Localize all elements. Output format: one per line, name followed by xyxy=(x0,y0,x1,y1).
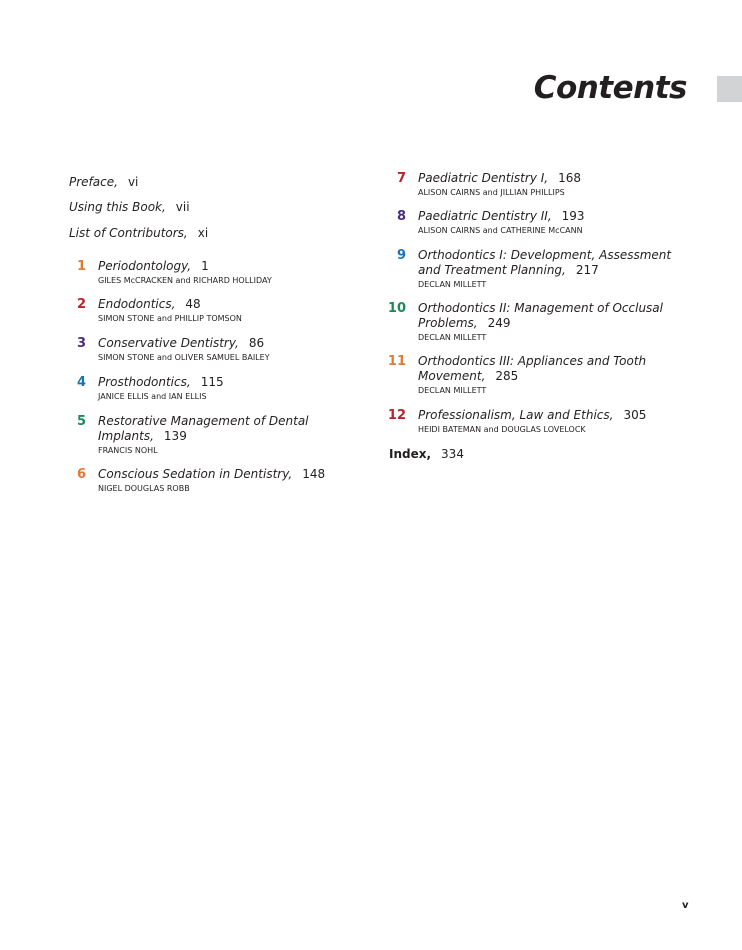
chapter-title xyxy=(98,336,270,351)
chapter-body xyxy=(98,467,325,494)
chapter-number: 11 xyxy=(387,354,406,369)
chapter-title-text-2: and Treatment Planning, xyxy=(418,263,566,277)
chapter-authors: ALISON CAIRNS and JILLIAN PHILLIPS xyxy=(418,188,565,197)
chapter-body xyxy=(418,354,646,396)
chapter-number: 9 xyxy=(396,248,406,263)
chapter-page: 217 xyxy=(575,263,599,277)
chapter-title-text: Orthodontics II: Management of Occlusal xyxy=(418,301,663,315)
chapter-title-text: Endodontics, xyxy=(98,297,176,311)
chapter-authors: DECLAN MILLETT xyxy=(418,280,487,289)
chapter-authors: SIMON STONE and PHILLIP TOMSON xyxy=(98,314,242,323)
chapter-title xyxy=(98,414,309,429)
chapter-title-text: Paediatric Dentistry I, xyxy=(418,171,549,185)
chapter-title-line2 xyxy=(418,316,663,331)
chapter-page: 168 xyxy=(558,171,581,185)
chapter-number: 5 xyxy=(76,414,86,429)
chapter-number: 10 xyxy=(387,301,406,316)
chapter-body xyxy=(418,408,646,435)
chapter-title-text-2: Implants, xyxy=(98,429,154,443)
chapter-title-line2 xyxy=(98,429,309,444)
chapter-page: 148 xyxy=(302,467,326,481)
chapter-number: 8 xyxy=(396,209,406,224)
chapter-authors: DECLAN MILLETT xyxy=(418,386,487,395)
chapter-authors: JANICE ELLIS and IAN ELLIS xyxy=(98,392,207,401)
chapter-body xyxy=(98,336,270,363)
toc-entry-list-of-contributors[interactable] xyxy=(69,226,208,240)
chapter-body xyxy=(418,209,585,236)
chapter-title-text: Periodontology, xyxy=(98,259,192,273)
chapter-page: 1 xyxy=(201,259,209,273)
chapter-title-text: Prosthodontics, xyxy=(98,375,191,389)
chapter-page: 48 xyxy=(185,297,201,311)
toc-entry-page: 334 xyxy=(441,447,464,461)
chapter-title xyxy=(418,209,585,224)
chapter-title xyxy=(418,408,646,423)
toc-entry-label: Using this Book, xyxy=(69,200,166,214)
chapter-title-line2 xyxy=(418,263,671,278)
toc-entry-label: Index, xyxy=(389,447,432,461)
chapter-title-text: Conservative Dentistry, xyxy=(98,336,239,350)
chapter-authors: SIMON STONE and OLIVER SAMUEL BAILEY xyxy=(98,353,270,362)
page-title: Contents xyxy=(533,70,687,106)
chapter-body xyxy=(98,414,309,456)
chapter-title-text: Orthodontics III: Appliances and Tooth xyxy=(418,354,647,368)
toc-entry-page: xi xyxy=(197,226,209,240)
chapter-number: 12 xyxy=(387,408,406,423)
toc-entry-index[interactable] xyxy=(389,447,464,461)
chapter-body xyxy=(418,171,581,198)
chapter-page: 305 xyxy=(623,408,647,422)
chapter-title-text-2: Problems, xyxy=(418,316,478,330)
chapter-number: 2 xyxy=(76,297,86,312)
chapter-page: 115 xyxy=(200,375,224,389)
chapter-number: 3 xyxy=(76,336,86,351)
chapter-authors: ALISON CAIRNS and CATHERINE McCANN xyxy=(418,226,583,235)
chapter-title xyxy=(418,248,671,263)
chapter-title-line2 xyxy=(418,369,646,384)
chapter-title xyxy=(98,467,325,482)
chapter-authors: DECLAN MILLETT xyxy=(418,333,487,342)
chapter-page: 139 xyxy=(163,429,187,443)
toc-entry-preface[interactable] xyxy=(69,175,138,189)
toc-entry-page: vii xyxy=(175,200,190,214)
chapter-body xyxy=(418,248,671,290)
chapter-title-text-2: Movement, xyxy=(418,369,486,383)
chapter-title xyxy=(418,301,663,316)
section-tab-marker xyxy=(717,76,742,102)
chapter-body xyxy=(98,375,224,402)
chapter-title-text: Professionalism, Law and Ethics, xyxy=(418,408,614,422)
chapter-number: 7 xyxy=(396,171,406,186)
chapter-authors: GILES McCRACKEN and RICHARD HOLLIDAY xyxy=(98,276,272,285)
page-number: v xyxy=(682,900,689,911)
chapter-authors: NIGEL DOUGLAS ROBB xyxy=(98,484,190,493)
chapter-body xyxy=(98,297,242,324)
chapter-title-text: Restorative Management of Dental xyxy=(98,414,309,428)
chapter-title-text: Conscious Sedation in Dentistry, xyxy=(98,467,293,481)
toc-entry-using-this-book[interactable] xyxy=(69,200,190,214)
chapter-body xyxy=(98,259,272,286)
chapter-authors: FRANCIS NOHL xyxy=(98,446,158,455)
chapter-page: 285 xyxy=(495,369,519,383)
chapter-page: 86 xyxy=(248,336,265,350)
chapter-page: 249 xyxy=(487,316,511,330)
chapter-title xyxy=(418,171,581,186)
chapter-title xyxy=(418,354,646,369)
chapter-title xyxy=(98,297,242,312)
chapter-number: 4 xyxy=(76,375,86,390)
toc-entry-label: List of Contributors, xyxy=(69,226,188,240)
chapter-authors: HEIDI BATEMAN and DOUGLAS LOVELOCK xyxy=(418,425,586,434)
chapter-page: 193 xyxy=(561,209,585,223)
chapter-title-text: Orthodontics I: Development, Assessment xyxy=(418,248,672,262)
chapter-number: 6 xyxy=(76,467,86,482)
toc-entry-page: vi xyxy=(127,175,139,189)
chapter-number: 1 xyxy=(76,259,86,274)
chapter-title xyxy=(98,375,224,390)
chapter-body xyxy=(418,301,663,343)
toc-entry-label: Preface, xyxy=(69,175,118,189)
chapter-title-text: Paediatric Dentistry II, xyxy=(418,209,552,223)
chapter-title xyxy=(98,259,272,274)
